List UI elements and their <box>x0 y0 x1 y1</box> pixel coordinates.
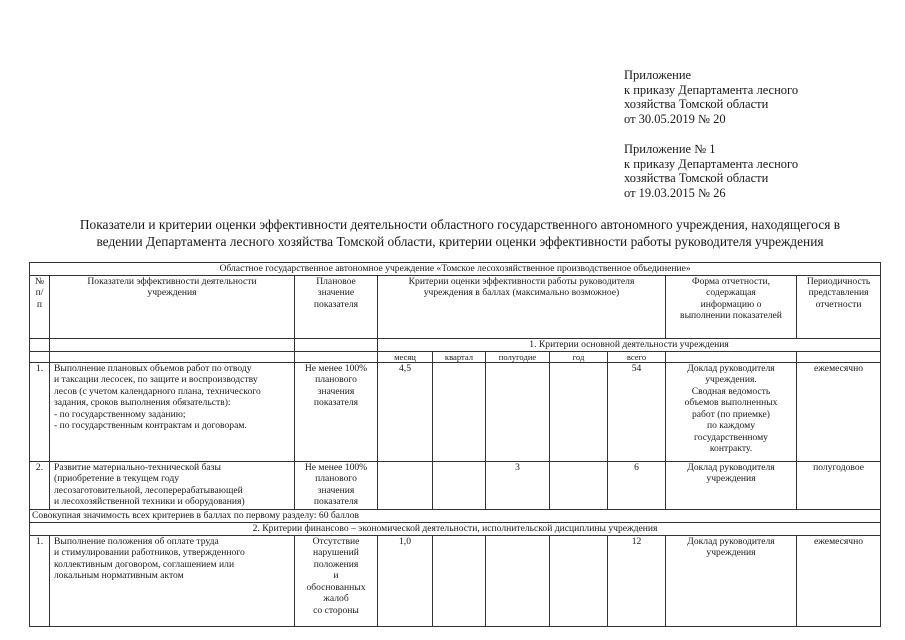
document-title-line: ведении Департамента лесного хозяйства Томской области, критерии оценки эффективности работы руководителя учреждения <box>96 233 824 249</box>
header-text: информацию о <box>700 298 762 310</box>
period-header-row <box>30 351 881 362</box>
row-indicator <box>50 535 295 626</box>
approval-line: Приложение <box>624 68 692 82</box>
planned-line: Не менее 100% <box>304 362 368 374</box>
row-num: 2. <box>30 461 50 509</box>
row-quarter <box>433 535 486 626</box>
section-total-row <box>30 509 881 522</box>
period-month: месяц <box>378 351 433 362</box>
indicator-line: задания, сроков выполнения обязательств): <box>54 397 231 408</box>
document-title-line: Показатели и критерии оценки эффективности деятельности областного государственного автономного учреждения, находящегося в <box>79 217 841 232</box>
planned-line: положения <box>313 558 359 570</box>
row-year <box>550 535 608 626</box>
planned-line: жалоб <box>323 593 349 604</box>
table-row <box>30 461 881 509</box>
row-quarter <box>433 362 486 461</box>
indicator-line: Развитие материально-технической базы <box>54 461 221 473</box>
row-month: 4,5 <box>378 362 433 461</box>
header-text: Форма отчетности, <box>692 275 770 287</box>
planned-line: со стороны <box>313 604 359 616</box>
indicator-line: лесозаготовительной, лесоперерабатывающей <box>54 484 243 496</box>
report-line: работ (по приемке) <box>692 408 770 420</box>
report-line: учреждения <box>706 473 756 484</box>
report-line: контракту. <box>709 443 753 454</box>
row-indicator <box>50 461 295 509</box>
header-text: Плановое <box>316 275 356 287</box>
header-text: учреждения <box>147 287 197 298</box>
planned-line: планового <box>315 473 357 484</box>
empty-cell <box>50 338 295 351</box>
indicator-line: локальным нормативным актом <box>54 570 184 581</box>
header-text: № <box>34 275 45 287</box>
planned-line: и <box>333 570 339 581</box>
approval-line: от 30.05.2019 № 20 <box>624 111 726 126</box>
row-periodicity: ежемесячно <box>797 362 881 461</box>
row-planned <box>295 461 378 509</box>
indicator-line: Выполнение положения об оплате труда <box>54 535 219 547</box>
approval-line: к приказу Департамента лесного <box>624 82 799 97</box>
period-quarter: квартал <box>433 351 486 362</box>
report-line: Доклад руководителя <box>687 461 775 473</box>
section-title: 2. Критерии финансово – экономической деятельности, исполнительской дисциплины учреждения <box>30 522 881 535</box>
table-row <box>30 535 881 626</box>
org-name-cell: Областное государственное автономное учреждение «Томское лесохозяйственное производственное объединение» <box>30 263 881 276</box>
header-text: учреждения в баллах (максимально возможное) <box>423 287 620 298</box>
header-text: п/ <box>35 287 44 298</box>
report-line: Доклад руководителя <box>687 535 775 547</box>
document-title <box>40 217 880 250</box>
row-report-form <box>666 535 797 626</box>
report-line: по каждому <box>706 420 756 431</box>
row-half-year: 3 <box>486 461 550 509</box>
indicator-line: лесов (с учетом календарного плана, технического <box>54 385 261 397</box>
row-total: 6 <box>608 461 666 509</box>
header-planned <box>295 275 378 338</box>
row-quarter <box>433 461 486 509</box>
report-line: учреждения. <box>705 374 757 385</box>
row-num: 1. <box>30 362 50 461</box>
empty-cell <box>30 351 50 362</box>
row-report-form <box>666 362 797 461</box>
section-total: Совокупная значимость всех критериев в баллах по первому разделу: 60 баллов <box>30 509 881 522</box>
row-periodicity: ежемесячно <box>797 535 881 626</box>
section-row <box>30 522 881 535</box>
row-indicator <box>50 362 295 461</box>
table-row <box>30 362 881 461</box>
row-total: 12 <box>608 535 666 626</box>
indicator-line: - по государственному заданию; <box>54 408 186 420</box>
header-text: Показатели эффективности деятельности <box>87 275 257 287</box>
row-month <box>378 461 433 509</box>
indicator-line: и таксации лесосек, по защите и воспроизводству <box>54 374 258 385</box>
planned-line: показателя <box>313 496 359 507</box>
header-text: значение <box>317 287 355 298</box>
indicator-line: и стимулировании работников, утвержденного <box>54 547 245 558</box>
approval-line: к приказу Департамента лесного <box>624 156 799 171</box>
indicator-line: коллективным договором, соглашением или <box>54 558 235 570</box>
row-periodicity: полугодовое <box>797 461 881 509</box>
report-line: Доклад руководителя <box>687 362 775 374</box>
indicator-line: и лесохозяйственной техники и оборудования) <box>54 496 245 507</box>
indicator-line: Выполнение плановых объемов работ по отводу <box>54 362 252 374</box>
approval-block-original <box>624 142 798 200</box>
section-row <box>30 338 881 351</box>
header-text: выполнении показателей <box>680 310 782 321</box>
row-month: 1,0 <box>378 535 433 626</box>
planned-line: показателя <box>313 397 359 408</box>
header-text: содержащая <box>706 287 756 298</box>
indicator-line: (приобретение в текущем году <box>54 473 180 484</box>
row-year <box>550 461 608 509</box>
row-report-form <box>666 461 797 509</box>
planned-line: Не менее 100% <box>304 461 368 473</box>
table-header-row <box>30 275 881 338</box>
row-planned <box>295 535 378 626</box>
report-line: объемов выполненных <box>684 397 778 408</box>
planned-line: значения <box>317 484 355 496</box>
header-text: п <box>36 298 43 310</box>
header-indicators <box>50 275 295 338</box>
planned-line: нарушений <box>313 547 359 558</box>
approval-line: хозяйства Томской области <box>624 171 769 186</box>
header-criteria <box>378 275 666 338</box>
approval-line: от 19.03.2015 № 26 <box>624 185 726 200</box>
empty-cell <box>295 338 378 351</box>
indicator-line: - по государственным контрактам и договорам. <box>54 420 247 431</box>
header-text: Критерии оценки эффективности работы руководителя <box>408 275 635 287</box>
row-year <box>550 362 608 461</box>
planned-line: планового <box>315 374 357 385</box>
report-line: учреждения <box>706 547 756 558</box>
empty-cell <box>295 351 378 362</box>
planned-line: значения <box>317 385 355 397</box>
period-total: всего <box>608 351 666 362</box>
row-half-year <box>486 362 550 461</box>
header-text: отчетности <box>815 298 862 310</box>
approval-block-current <box>624 68 798 126</box>
report-line: Сводная ведомость <box>691 385 771 397</box>
empty-cell <box>50 351 295 362</box>
approval-line: Приложение № 1 <box>624 142 716 156</box>
header-text: показателя <box>313 298 359 310</box>
period-half-year: полугодие <box>486 351 550 362</box>
header-periodicity <box>797 275 881 338</box>
section-title: 1. Критерии основной деятельности учреждения <box>378 338 881 351</box>
row-planned <box>295 362 378 461</box>
empty-cell <box>797 351 881 362</box>
header-report-form <box>666 275 797 338</box>
period-year: год <box>550 351 608 362</box>
criteria-table <box>29 262 881 627</box>
row-half-year <box>486 535 550 626</box>
header-num <box>30 275 50 338</box>
planned-line: Отсутствие <box>312 535 360 547</box>
planned-line: обоснованных <box>306 581 366 593</box>
row-total: 54 <box>608 362 666 461</box>
org-name-row <box>30 263 881 276</box>
row-num: 1. <box>30 535 50 626</box>
empty-cell <box>30 338 50 351</box>
empty-cell <box>666 351 797 362</box>
header-text: представления <box>808 287 869 298</box>
report-line: государственному <box>694 431 768 443</box>
header-text: Периодичность <box>806 275 871 287</box>
approval-line: хозяйства Томской области <box>624 97 769 112</box>
